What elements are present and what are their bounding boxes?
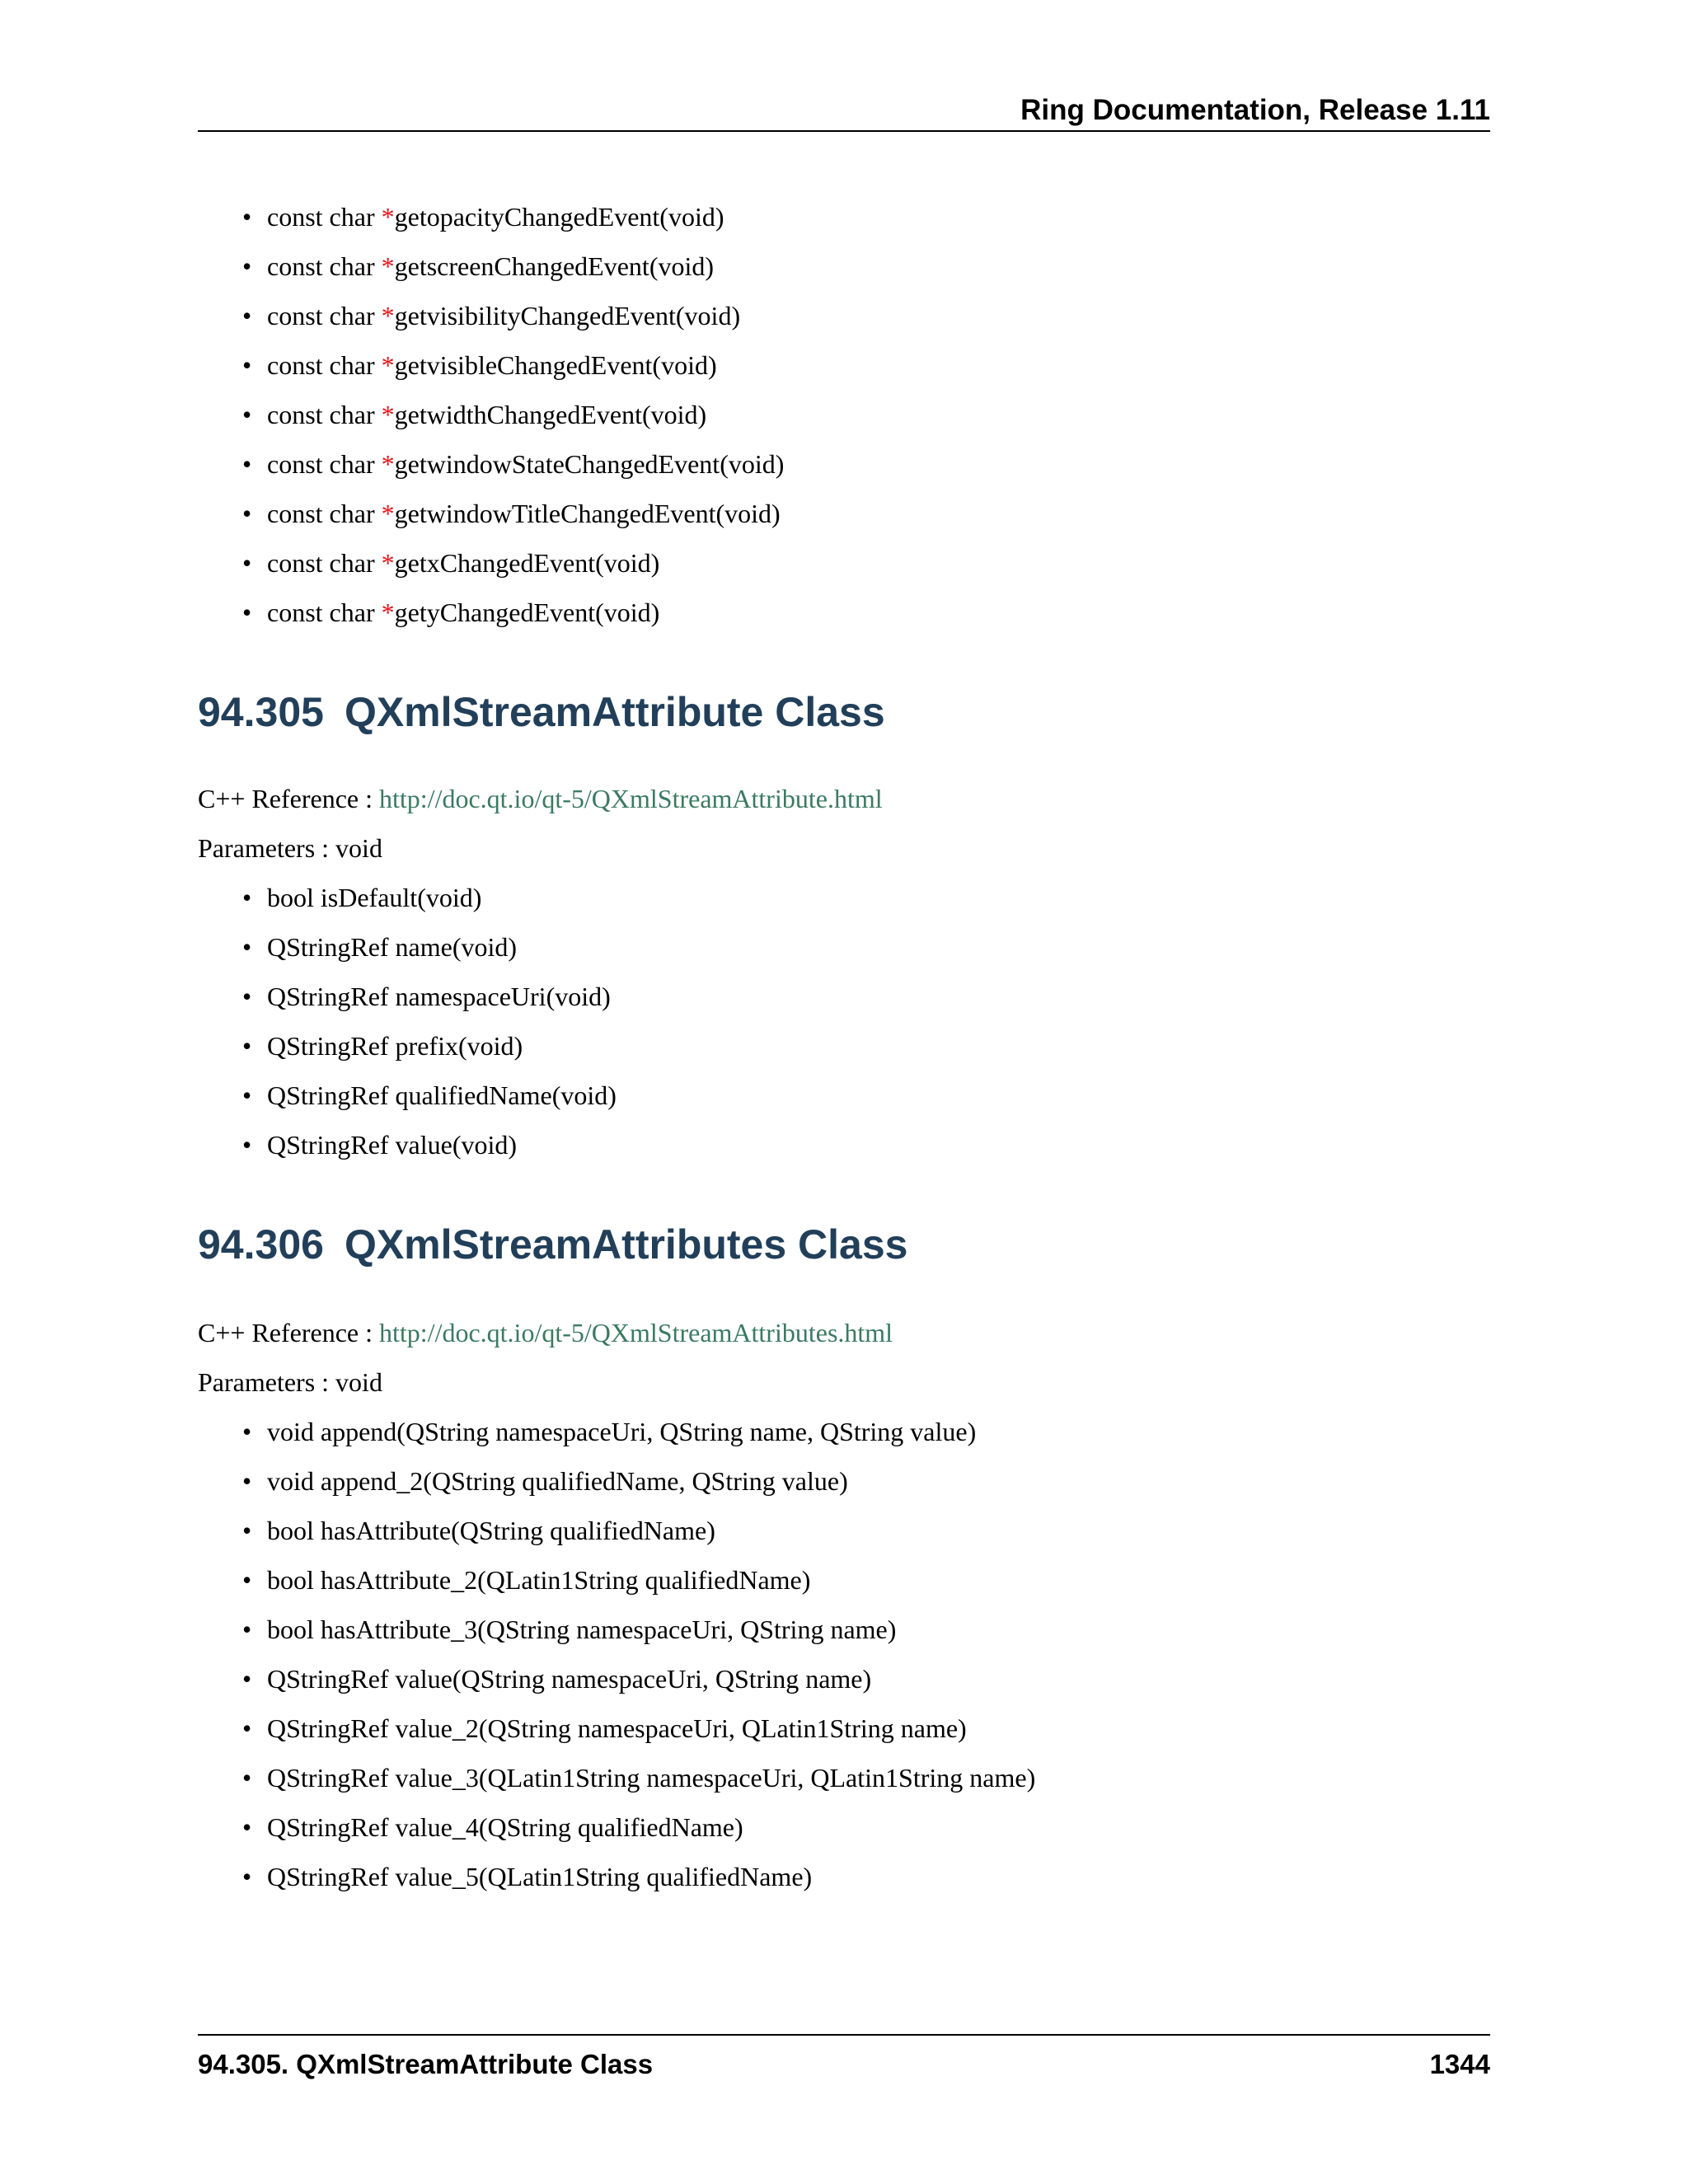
bullet-icon: • — [242, 400, 252, 429]
item-prefix: const char — [267, 499, 382, 528]
section-title-text: QXmlStreamAttributes Class — [344, 1221, 908, 1268]
pointer-star: * — [381, 251, 395, 281]
bullet-icon: • — [242, 932, 252, 962]
pointer-star: * — [381, 499, 395, 528]
list-item — [242, 1128, 617, 1178]
page-footer — [198, 2034, 1490, 2085]
item-name: getyChangedEvent(void) — [394, 598, 660, 627]
item-text: QStringRef namespaceUri(void) — [267, 982, 611, 1011]
list-item — [242, 1662, 1035, 1712]
list-item — [242, 349, 784, 398]
item-prefix: const char — [267, 449, 382, 479]
item-text: bool hasAttribute(QString qualifiedName) — [267, 1516, 715, 1545]
list-item — [242, 448, 784, 497]
item-name: getwindowTitleChangedEvent(void) — [394, 499, 781, 528]
list-item — [242, 250, 784, 299]
list-item — [242, 881, 617, 930]
section-heading-qxmlstreamattribute — [198, 688, 885, 736]
item-text: bool hasAttribute_3(QString namespaceUri, QString name) — [267, 1615, 897, 1644]
bullet-icon: • — [242, 1664, 252, 1694]
list-item — [242, 546, 784, 596]
list-item — [242, 1712, 1035, 1761]
document-title: Ring Documentation, Release 1.11 — [1020, 94, 1490, 126]
list-item — [242, 1465, 1035, 1514]
bullet-icon: • — [242, 1417, 252, 1446]
item-name: getopacityChangedEvent(void) — [394, 202, 724, 232]
item-text: void append_2(QString qualifiedName, QString value) — [267, 1466, 848, 1496]
pointer-star: * — [381, 301, 395, 330]
section-number: 94.306 — [198, 1221, 324, 1268]
item-prefix: const char — [267, 598, 382, 627]
method-list — [242, 1415, 1035, 1910]
bullet-icon: • — [242, 1466, 252, 1496]
item-prefix: const char — [267, 301, 382, 330]
item-name: getscreenChangedEvent(void) — [394, 251, 715, 281]
item-text: QStringRef value_5(QLatin1String qualifiedName) — [267, 1862, 813, 1891]
section-heading-qxmlstreamattributes — [198, 1221, 907, 1268]
item-text: QStringRef value_3(QLatin1String namespaceUri, QLatin1String name) — [267, 1763, 1036, 1793]
list-item — [242, 299, 784, 349]
list-item — [242, 1860, 1035, 1910]
item-prefix: const char — [267, 400, 382, 429]
list-item — [242, 1029, 617, 1079]
bullet-icon: • — [242, 883, 252, 912]
bullet-icon: • — [242, 1031, 252, 1061]
bullet-icon: • — [242, 548, 252, 578]
item-text: QStringRef value_2(QString namespaceUri, QLatin1String name) — [267, 1713, 967, 1743]
bullet-icon: • — [242, 1080, 252, 1110]
cpp-reference-label: C++ Reference : — [198, 1318, 379, 1347]
pointer-star: * — [381, 548, 395, 578]
item-text: QStringRef value(void) — [267, 1130, 518, 1160]
bullet-icon: • — [242, 598, 252, 627]
page-header — [198, 89, 1490, 132]
item-name: getvisibleChangedEvent(void) — [394, 350, 717, 380]
item-text: void append(QString namespaceUri, QString name, QString value) — [267, 1417, 977, 1446]
bullet-icon: • — [242, 1516, 252, 1545]
bullet-icon: • — [242, 982, 252, 1011]
cpp-reference — [198, 1316, 893, 1349]
section-title-text: QXmlStreamAttribute Class — [344, 689, 885, 735]
bullet-icon: • — [242, 1713, 252, 1743]
bullet-icon: • — [242, 251, 252, 281]
list-item — [242, 1514, 1035, 1563]
bullet-icon: • — [242, 350, 252, 380]
bullet-icon: • — [242, 1565, 252, 1595]
footer-section-name: 94.305. QXmlStreamAttribute Class — [198, 2049, 654, 2079]
item-text: QStringRef value_4(QString qualifiedName) — [267, 1812, 743, 1842]
pointer-star: * — [381, 400, 395, 429]
cpp-reference-link[interactable]: http://doc.qt.io/qt-5/QXmlStreamAttribute.html — [379, 784, 883, 813]
section-number: 94.305 — [198, 689, 324, 735]
item-prefix: const char — [267, 251, 382, 281]
item-text: QStringRef qualifiedName(void) — [267, 1080, 617, 1110]
pointer-star: * — [381, 449, 395, 479]
pointer-star: * — [381, 598, 395, 627]
item-name: getwidthChangedEvent(void) — [394, 400, 707, 429]
parameters-line: Parameters : void — [198, 1367, 382, 1397]
item-text: QStringRef name(void) — [267, 932, 518, 962]
method-list — [242, 881, 617, 1178]
list-item — [242, 1079, 617, 1128]
list-item — [242, 1563, 1035, 1613]
list-item — [242, 930, 617, 980]
bullet-icon: • — [242, 202, 252, 232]
event-getter-list — [242, 200, 784, 645]
page-number: 1344 — [1429, 2049, 1490, 2079]
list-item — [242, 1613, 1035, 1662]
parameters-line: Parameters : void — [198, 833, 382, 863]
list-item — [242, 200, 784, 250]
item-name: getxChangedEvent(void) — [394, 548, 660, 578]
list-item — [242, 596, 784, 645]
bullet-icon: • — [242, 449, 252, 479]
bullet-icon: • — [242, 1862, 252, 1891]
list-item — [242, 1761, 1035, 1811]
pointer-star: * — [381, 350, 395, 380]
bullet-icon: • — [242, 301, 252, 330]
cpp-reference-label: C++ Reference : — [198, 784, 379, 813]
cpp-reference-link[interactable]: http://doc.qt.io/qt-5/QXmlStreamAttributes.html — [379, 1318, 893, 1347]
list-item — [242, 980, 617, 1029]
item-name: getwindowStateChangedEvent(void) — [394, 449, 785, 479]
list-item — [242, 497, 784, 546]
item-text: QStringRef value(QString namespaceUri, QString name) — [267, 1664, 872, 1694]
item-name: getvisibilityChangedEvent(void) — [394, 301, 741, 330]
item-prefix: const char — [267, 350, 382, 380]
pointer-star: * — [381, 202, 395, 232]
item-text: QStringRef prefix(void) — [267, 1031, 523, 1061]
item-text: bool hasAttribute_2(QLatin1String qualifiedName) — [267, 1565, 811, 1595]
item-prefix: const char — [267, 548, 382, 578]
list-item — [242, 1811, 1035, 1860]
item-prefix: const char — [267, 202, 382, 232]
item-text: bool isDefault(void) — [267, 883, 482, 912]
bullet-icon: • — [242, 499, 252, 528]
list-item — [242, 398, 784, 448]
list-item — [242, 1415, 1035, 1465]
bullet-icon: • — [242, 1615, 252, 1644]
bullet-icon: • — [242, 1130, 252, 1160]
bullet-icon: • — [242, 1763, 252, 1793]
bullet-icon: • — [242, 1812, 252, 1842]
cpp-reference — [198, 782, 883, 815]
